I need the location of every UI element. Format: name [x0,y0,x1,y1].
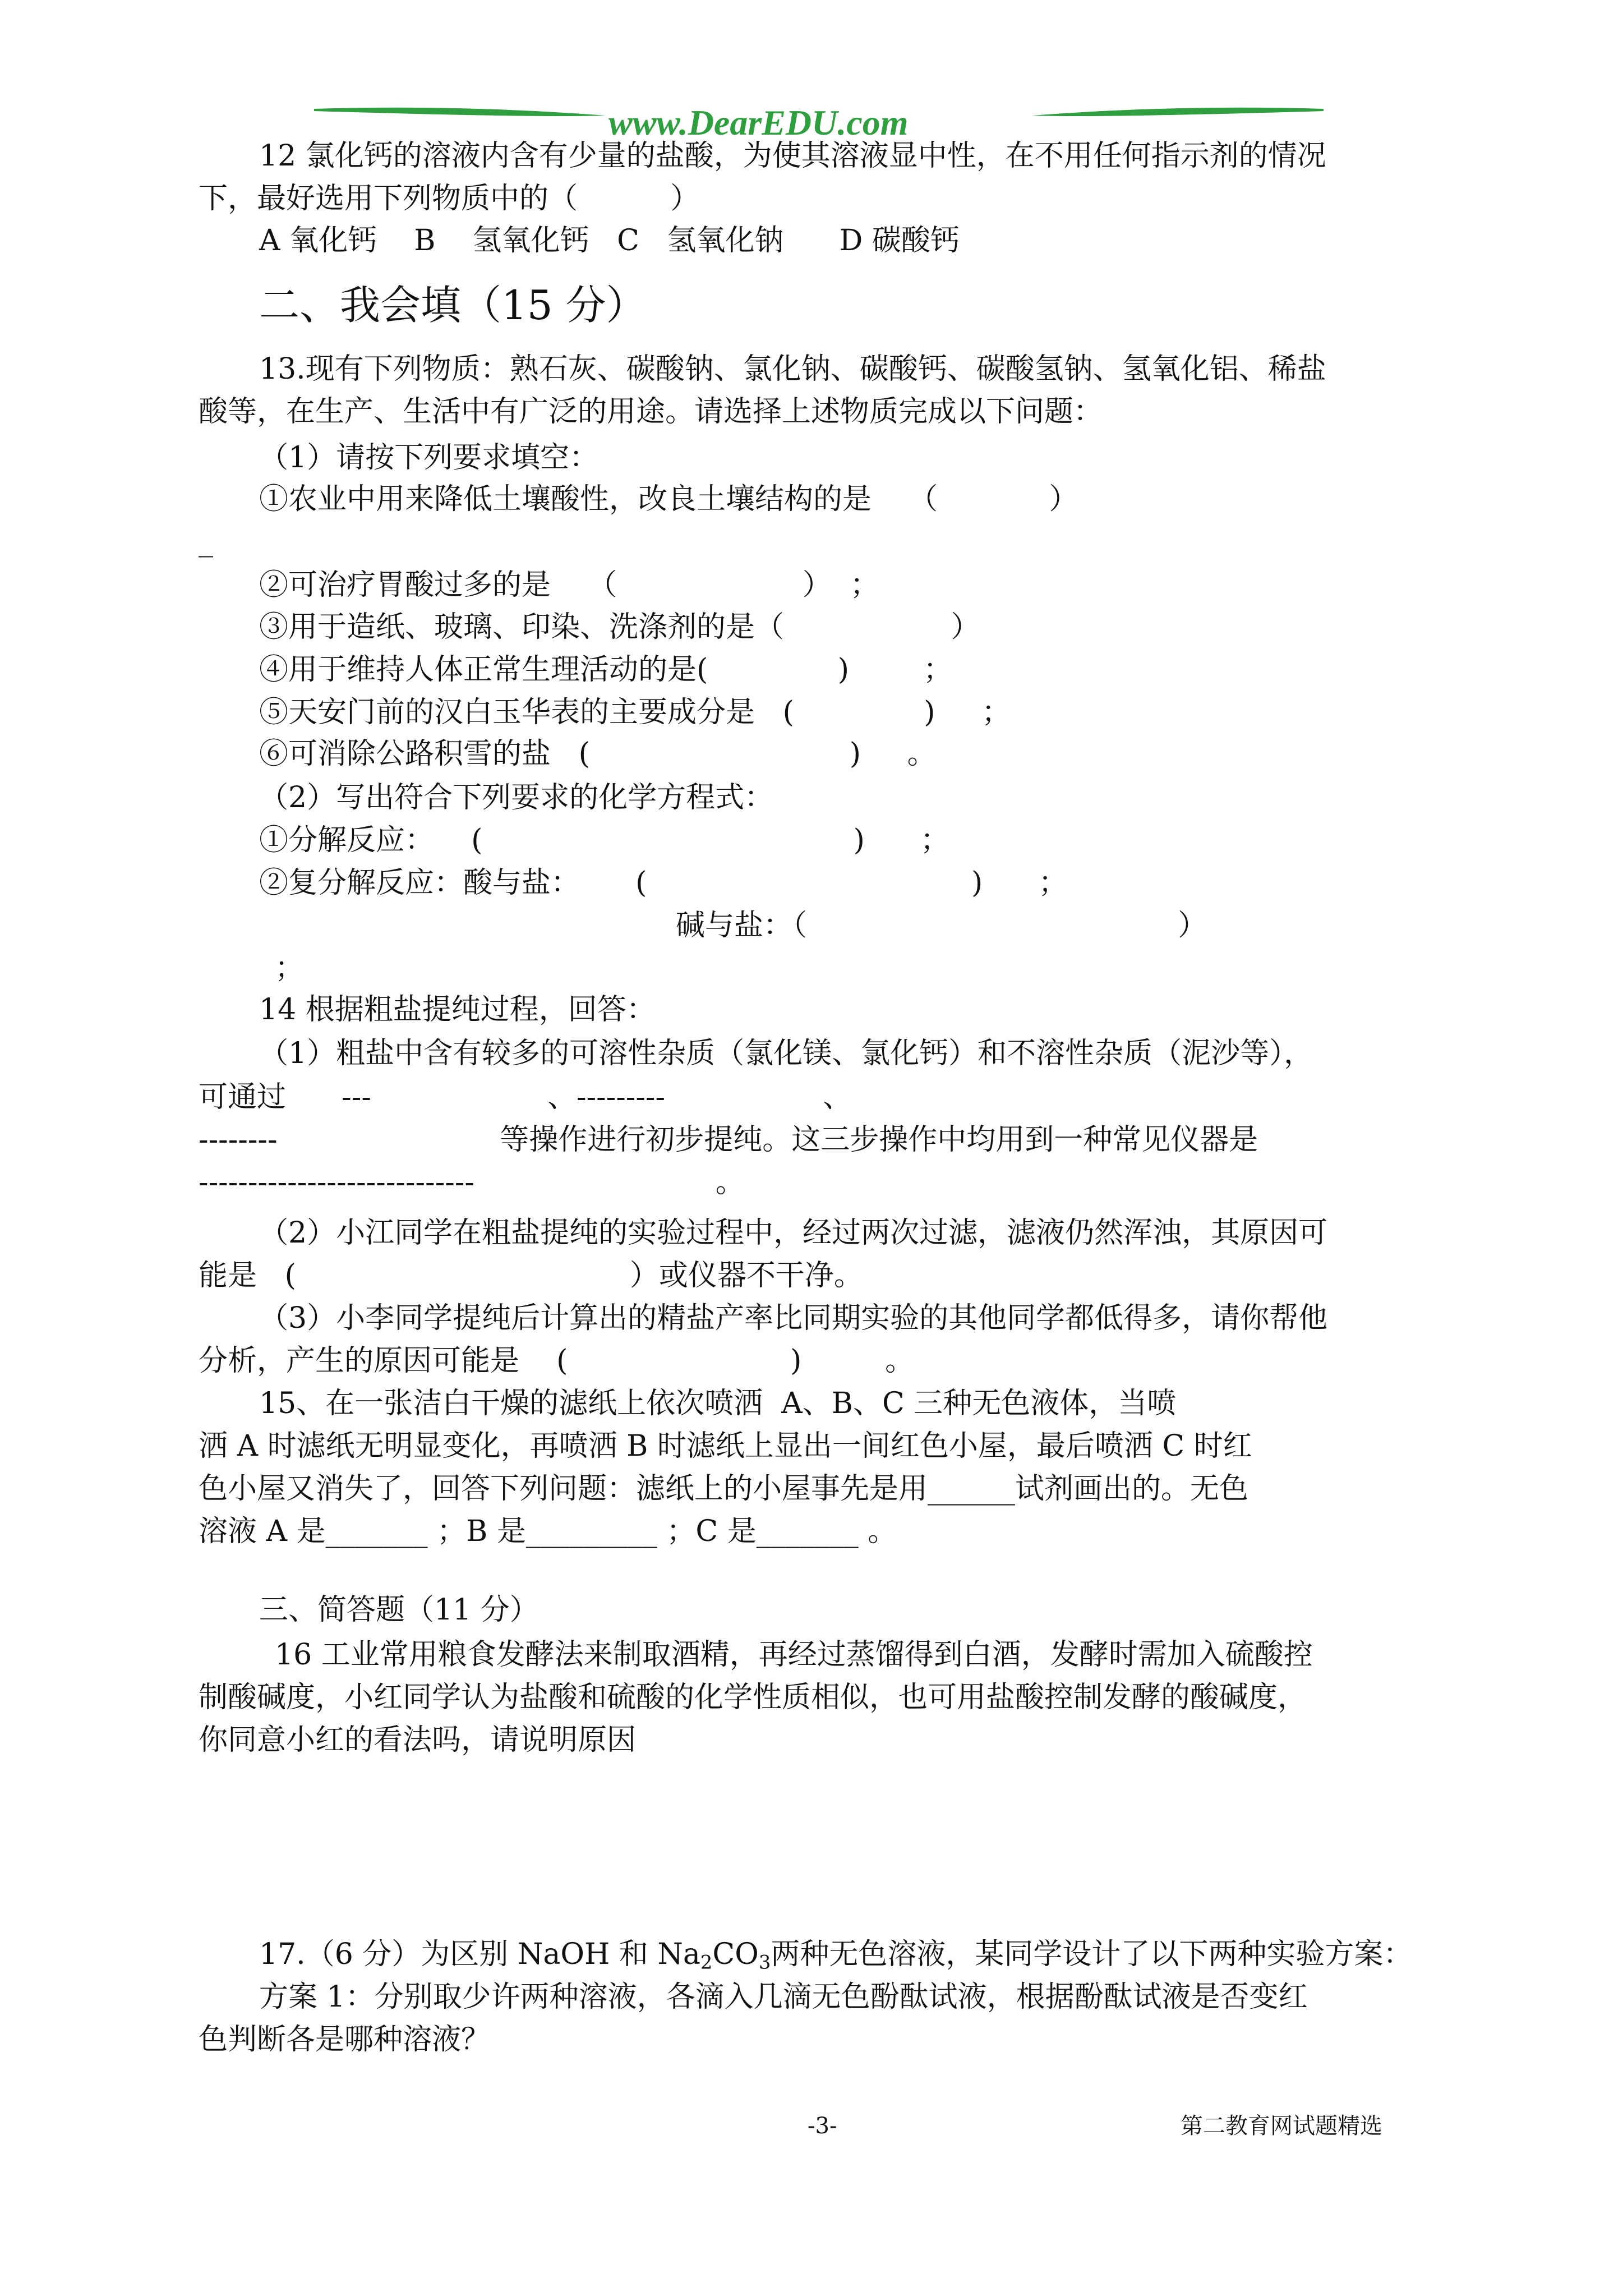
q12-line2: 下，最好选用下列物质中的（ ） [199,182,700,215]
section3-title: 三、简答题（11 分） [259,1593,539,1627]
q17-prefix: 17.（6 分）为区别 NaOH 和 Na [259,1938,700,1971]
footer-source: 第二教育网试题精选 [1181,2113,1382,2139]
q17-suffix: 两种无色溶液，某同学设计了以下两种实验方案： [771,1938,1413,1971]
q13-eq2: ②复分解反应：酸与盐： ( ) ； [259,866,1068,900]
q14-intro: 14 根据粗盐提纯过程，回答： [259,993,656,1027]
q15-line1: 15、在一张洁白干燥的滤纸上依次喷洒 A、B、C 三种无色液体，当喷 [259,1387,1177,1420]
q15-line4: 溶液 A 是_______ ；B 是_________ ；C 是_______ 。 [199,1515,897,1548]
q15-line2: 洒 A 时滤纸无明显变化，再喷洒 B 时滤纸上显出一间红色小屋，最后喷洒 C 时红 [199,1429,1252,1463]
q13-eq3-end: ； [275,951,305,985]
q17-mid: CO [712,1938,759,1971]
q14-p2b: 能是 ( ）或仪器不干净。 [199,1259,863,1292]
q13-item4: ④用于维持人体正常生理活动的是( ) ； [259,653,953,687]
q16-line2: 制酸碱度，小红同学认为盐酸和硫酸的化学性质相似，也可用盐酸控制发酵的酸碱度， [199,1681,1307,1714]
q13-item3: ③用于造纸、玻璃、印染、洗涤剂的是（ ） [259,610,980,644]
q13-item2: ②可治疗胃酸过多的是 （ ） ； [259,568,879,602]
q14-p1c: -------- 等操作进行初步提纯。这三步操作中均用到一种常见仪器是 [199,1123,1258,1157]
q14-p3b: 分析，产生的原因可能是 ( ) 。 [199,1344,915,1378]
q14-p1b: 可通过 --- 、--------- 、 [199,1080,852,1114]
q13-line1: 13.现有下列物质：熟石灰、碳酸钠、氯化钠、碳酸钙、碳酸氢钠、氢氧化铝、稀盐 [259,352,1326,386]
q17-plan1b: 色判断各是哪种溶液？ [199,2023,491,2056]
q13-item1: ①农业中用来降低土壤酸性，改良土壤结构的是 （ ） [259,482,1078,516]
q13-eq3: 碱与盐：（ ） [676,909,1207,942]
header-url: www.DearEDU.com [608,103,909,142]
q16-line3: 你同意小红的看法吗，请说明原因 [199,1723,637,1757]
q13-item6: ⑥可消除公路积雪的盐 ( ) 。 [259,737,937,771]
q13-part2: （2）写出符合下列要求的化学方程式： [259,781,774,815]
q13-item5: ⑤天安门前的汉白玉华表的主要成分是 ( ) ； [259,696,1011,729]
q14-p1d: ---------------------------- 。 [199,1166,745,1199]
q14-p2a: （2）小江同学在粗盐提纯的实验过程中，经过两次过滤，滤液仍然浑浊，其原因可 [259,1216,1328,1250]
q17-sub1: 2 [700,1951,713,1973]
q13-line2: 酸等，在生产、生活中有广泛的用途。请选择上述物质完成以下问题： [199,395,1103,429]
q17-sub2: 3 [758,1951,771,1973]
section2-title: 二、我会填（15 分） [259,282,647,329]
q17-plan1a: 方案 1：分别取少许两种溶液，各滴入几滴无色酚酞试液，根据酚酞试液是否变红 [259,1980,1308,2014]
q13-eq1: ①分解反应： ( ) ； [259,823,950,857]
q12-options: A 氧化钙 B 氢氧化钙 C 氢氧化钠 D 碳酸钙 [259,224,960,257]
q17-line1 [259,1940,1412,1972]
footer-page-number: -3- [808,2113,837,2139]
q16-line1: 16 工业常用粮食发酵法来制取酒精，再经过蒸馏得到白酒，发酵时需加入硫酸控 [275,1638,1313,1672]
q15-line3: 色小屋又消失了，回答下列问题：滤纸上的小屋事先是用______试剂画出的。无色 [199,1472,1249,1506]
q12-line1: 12 氯化钙的溶液内含有少量的盐酸，为使其溶液显中性，在不用任何指示剂的情况 [259,139,1326,173]
q14-p3a: （3）小李同学提纯后计算出的精盐产率比同期实验的其他同学都低得多，请你帮他 [259,1301,1328,1335]
q13-part1: （1）请按下列要求填空： [259,441,599,475]
q13-dash: _ [199,524,213,558]
q14-p1a: （1）粗盐中含有较多的可溶性杂质（氯化镁、氯化钙）和不溶性杂质（泥沙等）， [259,1037,1313,1070]
